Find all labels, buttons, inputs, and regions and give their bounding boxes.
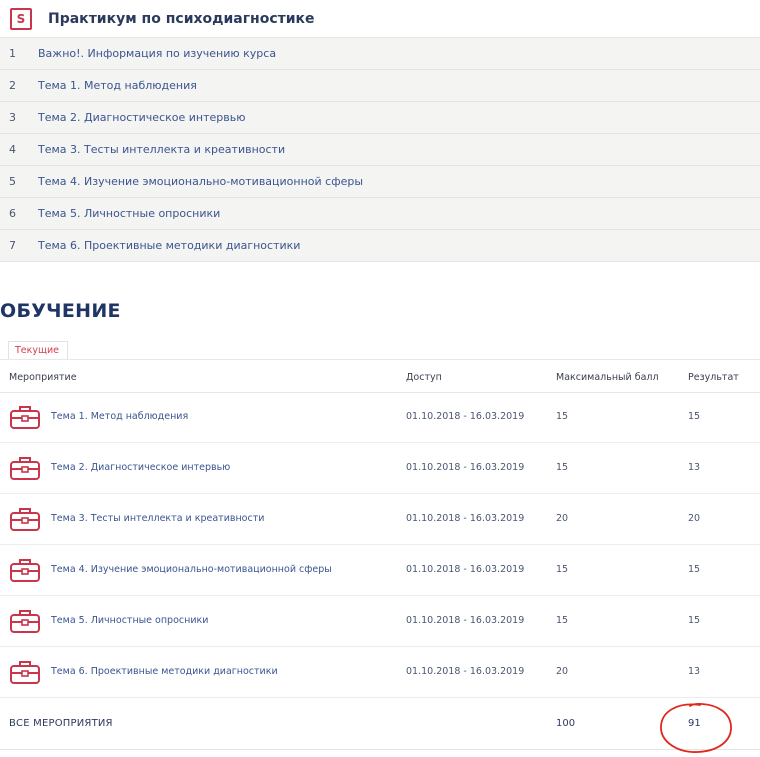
topic-number: 6: [9, 207, 16, 220]
table-header: [0, 362, 760, 393]
max-score: 15: [556, 411, 569, 422]
event-link[interactable]: Тема 2. Диагностическое интервью: [51, 462, 231, 473]
access-period: 01.10.2018 - 16.03.2019: [406, 411, 525, 422]
topic-number: 5: [9, 175, 16, 188]
topic-link[interactable]: Тема 6. Проективные методики диагностики: [38, 239, 301, 252]
event-link[interactable]: Тема 1. Метод наблюдения: [51, 411, 189, 422]
max-score: 15: [556, 564, 569, 575]
briefcase-icon: [9, 455, 41, 481]
topic-item[interactable]: [0, 70, 760, 102]
topic-number: 3: [9, 111, 16, 124]
table-row[interactable]: [0, 647, 760, 698]
topic-number: 7: [9, 239, 16, 252]
result-score: 15: [688, 615, 701, 626]
topic-link[interactable]: Тема 2. Диагностическое интервью: [38, 111, 246, 124]
column-header-event: Мероприятие: [9, 372, 77, 383]
course-header: [0, 0, 760, 38]
table-row[interactable]: [0, 545, 760, 596]
table-row[interactable]: [0, 392, 760, 443]
access-period: 01.10.2018 - 16.03.2019: [406, 666, 525, 677]
topic-item[interactable]: [0, 166, 760, 198]
column-header-max-score: Максимальный балл: [556, 372, 659, 383]
result-score: 20: [688, 513, 701, 524]
event-link[interactable]: Тема 3. Тесты интеллекта и креативности: [51, 513, 265, 524]
topic-item[interactable]: [0, 102, 760, 134]
topic-item[interactable]: [0, 230, 760, 262]
access-period: 01.10.2018 - 16.03.2019: [406, 462, 525, 473]
briefcase-icon: [9, 608, 41, 634]
annotation-circle: [656, 697, 736, 757]
table-row[interactable]: [0, 494, 760, 545]
topic-link[interactable]: Тема 5. Личностные опросники: [38, 207, 221, 220]
briefcase-icon: [9, 557, 41, 583]
topic-link[interactable]: Тема 3. Тесты интеллекта и креативности: [38, 143, 286, 156]
briefcase-icon: [9, 659, 41, 685]
result-score: 15: [688, 564, 701, 575]
topic-number: 2: [9, 79, 16, 92]
events-table-body: [0, 392, 760, 698]
max-score: 20: [556, 513, 569, 524]
total-row: [0, 699, 760, 750]
course-title[interactable]: Практикум по психодиагностике: [48, 10, 315, 27]
event-link[interactable]: Тема 5. Личностные опросники: [51, 615, 209, 626]
topic-link[interactable]: Важно!. Информация по изучению курса: [38, 47, 277, 60]
result-score: 13: [688, 462, 701, 473]
topic-number: 1: [9, 47, 16, 60]
max-score: 15: [556, 615, 569, 626]
course-icon: S: [10, 8, 32, 30]
tab-divider: [0, 359, 760, 360]
topic-item[interactable]: [0, 38, 760, 70]
topic-item[interactable]: [0, 198, 760, 230]
max-score: 15: [556, 462, 569, 473]
total-result-score: 91: [688, 718, 701, 729]
topic-link[interactable]: Тема 4. Изучение эмоционально-мотивационной сферы: [38, 175, 364, 188]
column-header-access: Доступ: [406, 372, 442, 383]
access-period: 01.10.2018 - 16.03.2019: [406, 564, 525, 575]
table-row[interactable]: [0, 443, 760, 494]
briefcase-icon: [9, 404, 41, 430]
total-label: ВСЕ МЕРОПРИЯТИЯ: [9, 718, 113, 729]
topic-link[interactable]: Тема 1. Метод наблюдения: [38, 79, 197, 92]
column-header-result: Результат: [688, 372, 739, 383]
result-score: 15: [688, 411, 701, 422]
table-row[interactable]: [0, 596, 760, 647]
event-link[interactable]: Тема 4. Изучение эмоционально-мотивационной сферы: [51, 564, 332, 575]
topic-number: 4: [9, 143, 16, 156]
result-score: 13: [688, 666, 701, 677]
section-title: ОБУЧЕНИЕ: [0, 300, 121, 322]
topic-list: [0, 38, 760, 262]
access-period: 01.10.2018 - 16.03.2019: [406, 615, 525, 626]
max-score: 20: [556, 666, 569, 677]
access-period: 01.10.2018 - 16.03.2019: [406, 513, 525, 524]
topic-item[interactable]: [0, 134, 760, 166]
briefcase-icon: [9, 506, 41, 532]
tab-current[interactable]: Текущие: [8, 341, 68, 359]
event-link[interactable]: Тема 6. Проективные методики диагностики: [51, 666, 278, 677]
total-max-score: 100: [556, 718, 576, 729]
